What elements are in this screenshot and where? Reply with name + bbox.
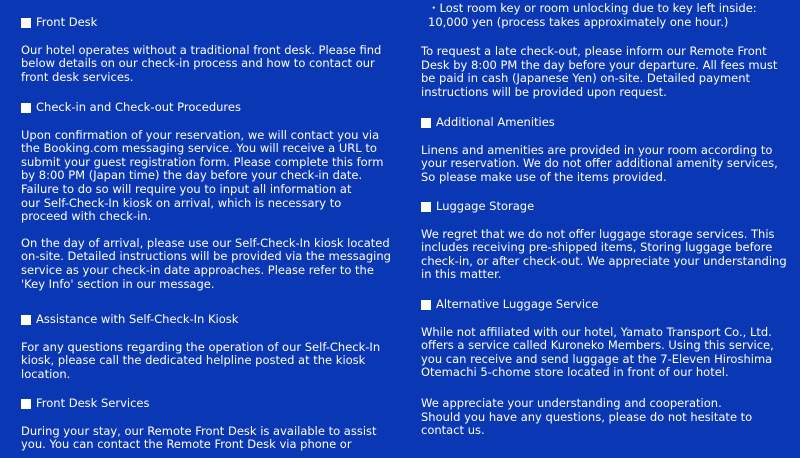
checkbox-icon	[21, 18, 31, 28]
checkbox-icon	[421, 202, 431, 212]
checkbox-icon	[421, 300, 431, 310]
alt-luggage-text: While not affiliated with our hotel, Yamato Transport Co., Ltd. offers a service called Kuroneko Members. Using this service, you can receive and send luggage at the 7-Eleven Hiroshima Otemachi 5-chome store located in front of our hotel.	[421, 324, 774, 380]
services-text: During your stay, our Remote Front Desk is available to assist you. You can contact the Remote Front Desk via phone or	[21, 423, 377, 452]
amenities-text: Linens and amenities are provided in your room according to your reservation. We do not offer additional amenity services, So please make use of the items provided.	[421, 142, 778, 184]
services-section	[21, 397, 393, 452]
checkbox-icon	[21, 315, 31, 325]
left-column	[21, 0, 393, 458]
checkbox-icon	[21, 103, 31, 113]
amenities-heading	[421, 116, 789, 130]
checkin-text-1: Upon confirmation of your reservation, we will contact you via the Booking.com messaging service. You will receive a URL to submit your guest registration form. Please complete this form by 8:00 PM (Japan time) the day before your check-in date. Failure to do so will require you to input all information at our Self-Check-In kiosk on arrival, which is necessary to proceed with check-in.	[21, 127, 384, 224]
amenities-heading-text: Additional Amenities	[436, 115, 555, 129]
front-desk-text: Our hotel operates without a traditional front desk. Please find below details on our check-in process and how to contact our front desk services.	[21, 42, 382, 84]
checkin-text-2: On the day of arrival, please use our Self-Check-In kiosk located on-site. Detailed instructions will be provided via the messaging service as your check-in date approaches. Please refer to the 'Key Info' section in our message.	[21, 235, 391, 291]
alt-luggage-heading	[421, 298, 789, 312]
luggage-heading	[421, 200, 789, 214]
services-heading-text: Front Desk Services	[36, 396, 150, 410]
luggage-heading-text: Luggage Storage	[436, 199, 535, 213]
services-heading	[21, 397, 393, 411]
assistance-section	[21, 313, 393, 381]
luggage-text: We regret that we do not offer luggage storage services. This includes receiving pre-shipped items, Storing luggage before check-in, or after check-out. We appreciate your understanding in this matter.	[421, 226, 787, 282]
lost-key-fee: ・Lost room key or room unlocking due to key left inside: 10,000 yen (process takes approximately one hour.)	[428, 1, 757, 29]
right-column	[421, 0, 789, 458]
alt-luggage-heading-text: Alternative Luggage Service	[436, 297, 599, 311]
assistance-heading-text: Assistance with Self-Check-In Kiosk	[36, 312, 239, 326]
luggage-section	[421, 200, 789, 282]
checkin-section	[21, 101, 393, 291]
front-desk-heading	[21, 16, 393, 30]
checkin-heading	[21, 101, 393, 115]
checkin-heading-text: Check-in and Check-out Procedures	[36, 100, 241, 114]
assistance-heading	[21, 313, 393, 327]
late-checkout-text: To request a late check-out, please inform our Remote Front Desk by 8:00 PM the day before your departure. All fees must be paid in cash (Japanese Yen) on-site. Detailed payment instructions will be provided upon request.	[421, 44, 778, 99]
alt-luggage-section	[421, 298, 789, 380]
checkbox-icon	[21, 399, 31, 409]
front-desk-section	[21, 16, 393, 84]
closing-text: We appreciate your understanding and cooperation. Should you have any questions, please do not hesitate to contact us.	[421, 396, 753, 438]
assistance-text: For any questions regarding the operation of our Self-Check-In kiosk, please call the dedicated helpline posted at the kiosk location.	[21, 339, 381, 381]
amenities-section	[421, 116, 789, 184]
checkbox-icon	[421, 118, 431, 128]
front-desk-heading-text: Front Desk	[36, 15, 98, 29]
